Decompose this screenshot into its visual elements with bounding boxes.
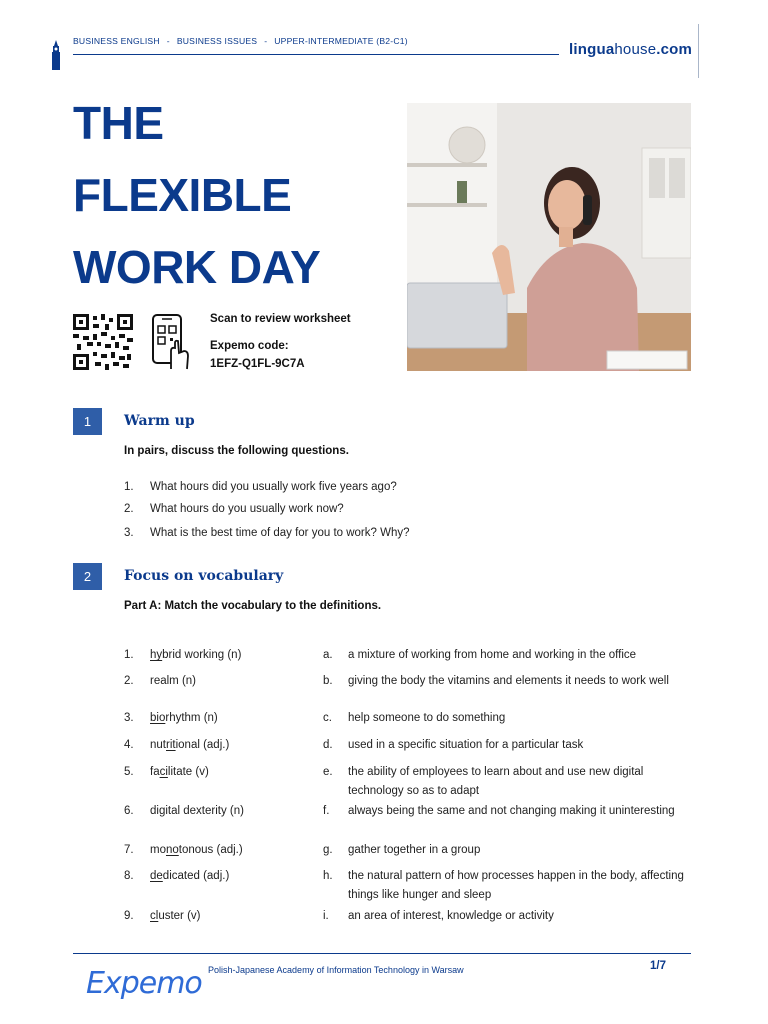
vocab-word: facilitate (v)	[150, 766, 209, 778]
page-number: 1/7	[650, 960, 666, 972]
definition-letter: a.	[323, 649, 333, 661]
vocab-word: dedicated (adj.)	[150, 870, 230, 882]
vocab-word: biorhythm (n)	[150, 712, 218, 724]
vocab-number: 9.	[124, 910, 134, 922]
definition-text: gather together in a group	[348, 844, 481, 856]
stress-syllable: cl	[150, 910, 159, 922]
crumb-separator: -	[264, 36, 268, 46]
vocab-number: 2.	[124, 675, 134, 687]
woman-on-phone-photo	[407, 103, 691, 371]
stress-syllable: no	[165, 844, 179, 856]
question-number: 3.	[124, 527, 134, 539]
brand-light: house	[614, 41, 657, 58]
section-1-number: 1	[73, 408, 102, 435]
definition-letter: e.	[323, 766, 333, 778]
vocab-word: nutritional (adj.)	[150, 739, 230, 751]
breadcrumb	[73, 36, 408, 46]
question-number: 2.	[124, 503, 134, 515]
definition-text: giving the body the vitamins and elements it needs to work well	[348, 675, 669, 687]
header-vertical-divider	[698, 24, 699, 78]
question-number: 1.	[124, 481, 134, 493]
definition-text: help someone to do something	[348, 712, 506, 724]
section-2-title: Focus on vocabulary	[124, 568, 284, 584]
definition-text: always being the same and not changing making it uninteresting	[348, 805, 675, 817]
qr-code-icon[interactable]	[73, 314, 133, 370]
definition-text: the natural pattern of how processes happen in the body, affecting things like hunger and sleep	[348, 870, 684, 901]
vocab-number: 5.	[124, 766, 134, 778]
vocab-word: cluster (v)	[150, 910, 201, 922]
stress-syllable: bio	[150, 712, 166, 724]
footer-institution: Polish-Japanese Academy of Information Technology in Warsaw	[208, 965, 464, 975]
stress-syllable: rit	[166, 739, 176, 751]
definition-text: used in a specific situation for a particular task	[348, 739, 584, 751]
title-line-3: WORK DAY	[73, 241, 321, 293]
definition-text: a mixture of working from home and working in the office	[348, 649, 637, 661]
crumb-level: UPPER-INTERMEDIATE (B2-C1)	[274, 36, 408, 46]
brand-tld: .com	[656, 41, 693, 58]
section-1-title: Warm up	[124, 413, 195, 429]
definition-letter: h.	[323, 870, 333, 882]
definition-text: the ability of employees to learn about and use new digital technology so as to adapt	[348, 766, 644, 797]
vocab-word: digital dexterity (n)	[150, 805, 244, 817]
stress-syllable: hy	[150, 649, 163, 661]
definition-letter: f.	[323, 805, 330, 817]
header-divider	[73, 54, 559, 55]
brand-bold: lingua	[569, 41, 615, 58]
title-line-2: FLEXIBLE	[73, 169, 292, 221]
section-2-instruction: Part A: Match the vocabulary to the definitions.	[124, 600, 382, 612]
expemo-code-value[interactable]: 1EFZ-Q1FL-9C7A	[210, 358, 305, 370]
vocab-number: 6.	[124, 805, 134, 817]
stress-syllable: ci	[159, 766, 168, 778]
vocab-number: 3.	[124, 712, 134, 724]
crumb-topic: BUSINESS ISSUES	[176, 36, 258, 46]
phone-scan-icon	[151, 313, 191, 371]
definition-text: an area of interest, knowledge or activity	[348, 910, 554, 922]
vocab-word: hybrid working (n)	[150, 649, 242, 661]
section-2-number: 2	[73, 563, 102, 590]
vocab-number: 4.	[124, 739, 134, 751]
definition-letter: d.	[323, 739, 333, 751]
vocab-word: monotonous (adj.)	[150, 844, 243, 856]
footer-divider	[73, 953, 691, 954]
question-text: What hours did you usually work five years ago?	[150, 481, 397, 493]
vocab-number: 7.	[124, 844, 134, 856]
question-text: What is the best time of day for you to work? Why?	[150, 527, 410, 539]
section-1-instruction: In pairs, discuss the following questions.	[124, 445, 349, 457]
expemo-logo[interactable]: Expemo	[86, 966, 202, 1001]
definition-letter: g.	[323, 844, 333, 856]
big-ben-logo-icon	[50, 40, 62, 70]
definition-letter: i.	[323, 910, 329, 922]
stress-syllable: de	[150, 870, 163, 882]
vocab-word: realm (n)	[150, 675, 197, 687]
vocab-number: 1.	[124, 649, 134, 661]
crumb-separator: -	[166, 36, 170, 46]
definition-letter: b.	[323, 675, 333, 687]
definition-letter: c.	[323, 712, 332, 724]
scan-instruction: Scan to review worksheet	[210, 313, 351, 325]
expemo-code-label: Expemo code:	[210, 340, 289, 352]
vocab-number: 8.	[124, 870, 134, 882]
title-line-1: THE	[73, 97, 164, 149]
crumb-course: BUSINESS ENGLISH	[73, 36, 160, 46]
question-text: What hours do you usually work now?	[150, 503, 344, 515]
brand-logo[interactable]	[569, 41, 692, 58]
